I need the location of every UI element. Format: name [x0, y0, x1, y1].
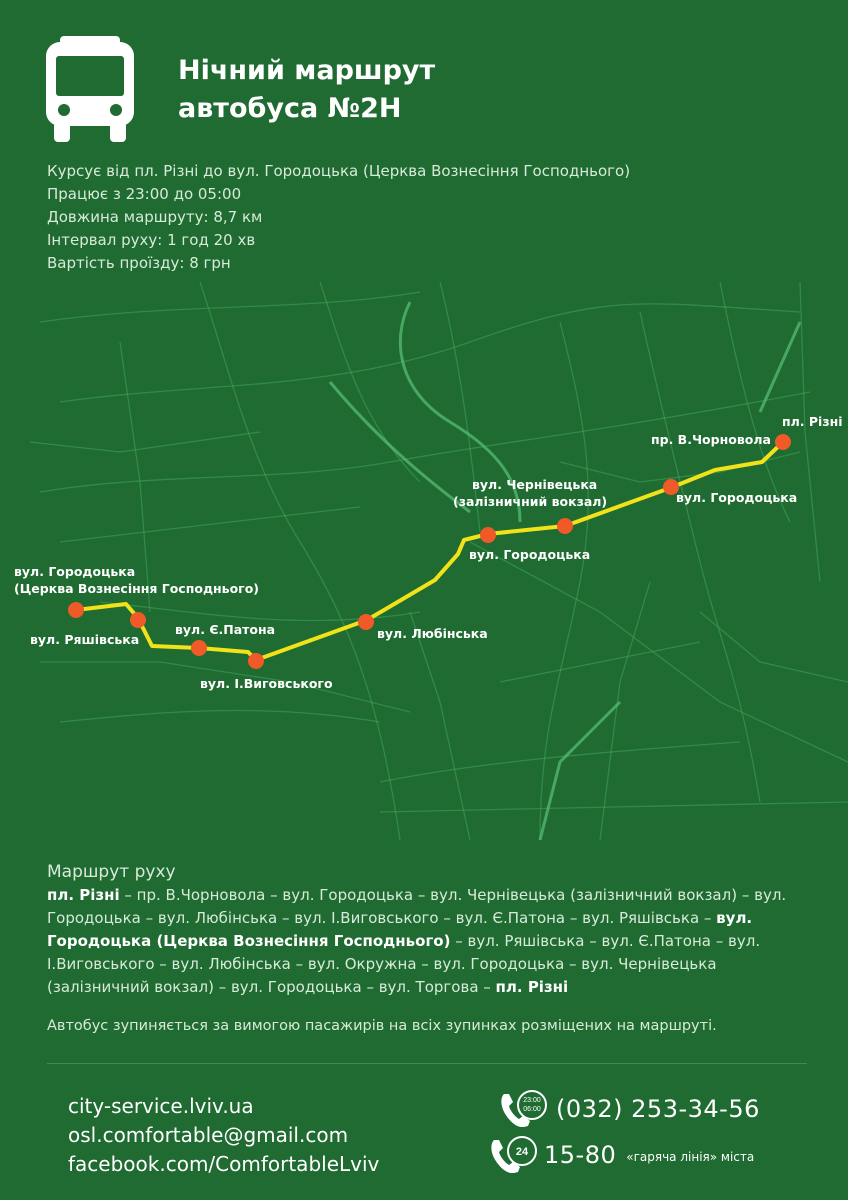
street-map-background: [0, 282, 848, 840]
route-part-2: – вул. Ряшівська – вул. Є.Патона – вул. І.Виговського – вул. Любінська – вул. Окружна – вул. Городоцька – вул. Чернівецька (залізничний вокзал) – вул. Городоцька – вул. Торгова –: [47, 932, 761, 996]
night-phone-row: [498, 1088, 760, 1130]
stop-marker-riashivska: [130, 612, 146, 628]
night-badge-top: 23:00: [523, 1097, 541, 1104]
stop-marker-pl-rizni: [775, 434, 791, 450]
title-line-2: автобуса №2Н: [178, 93, 402, 124]
stop-marker-horodotska-west: [68, 602, 84, 618]
info-fare: Вартість проїзду: 8 грн: [47, 254, 231, 272]
info-hours: Працює з 23:00 до 05:00: [47, 185, 242, 203]
stop-label-chernivetska-2: (залізничний вокзал): [453, 494, 608, 509]
night-phone-number[interactable]: (032) 253-34-56: [556, 1095, 760, 1123]
stop-marker-vyhovskoho: [248, 653, 264, 669]
stop-label-chornovola: пр. В.Чорновола: [651, 432, 771, 447]
night-badge-bottom: 06:00: [523, 1106, 541, 1113]
stop-label-horodotska-east: вул. Городоцька: [676, 490, 798, 505]
page-title: [178, 52, 435, 128]
info-route: Курсує від пл. Різні до вул. Городоцька (Церква Вознесіння Господнього): [47, 162, 631, 180]
info-interval: Інтервал руху: 1 год 20 хв: [47, 231, 256, 249]
hotline-number[interactable]: 15-80: [544, 1141, 617, 1169]
route-heading: Маршрут руху: [47, 862, 176, 882]
title-line-1: Нічний маршрут: [178, 55, 436, 86]
email-link[interactable]: osl.comfortable@gmail.com: [68, 1123, 349, 1147]
bus-icon: [44, 36, 136, 142]
stop-marker-horodotska-mid: [480, 527, 496, 543]
stop-label-chernivetska-1: вул. Чернівецька: [472, 477, 598, 492]
route-end: пл. Різні: [495, 978, 569, 996]
hotline-row: [488, 1134, 754, 1176]
stop-label-riashivska: вул. Ряшівська: [30, 632, 140, 647]
contacts: [68, 1092, 379, 1179]
phone-24-icon: [488, 1134, 538, 1176]
stop-label-vyhovskoho: вул. І.Виговського: [200, 676, 333, 691]
route-map: [0, 282, 848, 840]
route-part-1: – пр. В.Чорновола – вул. Городоцька – вул. Чернівецька (залізничний вокзал) – вул. Городоцька – вул. Любінська – вул. І.Виговського – вул. Є.Патона – вул. Ряшівська –: [47, 886, 787, 927]
stop-notice: Автобус зупиняється за вимогою пасажирів на всіх зупинках розміщених на маршруті.: [47, 1018, 717, 1034]
info-length: Довжина маршруту: 8,7 км: [47, 208, 263, 226]
stop-marker-lubinska: [358, 614, 374, 630]
route-text: [47, 884, 817, 999]
stop-label-lubinska: вул. Любінська: [377, 626, 488, 641]
route-turnaround: вул. Городоцька (Церква Вознесіння Господнього): [47, 909, 753, 950]
stop-label-pl-rizni: пл. Різні: [782, 414, 843, 429]
stop-label-patona: вул. Є.Патона: [175, 622, 276, 637]
hotline-badge: 24: [515, 1146, 529, 1158]
stop-marker-patona: [191, 640, 207, 656]
phone-night-icon: [498, 1088, 548, 1130]
stop-label-horodotska-mid: вул. Городоцька: [469, 547, 591, 562]
route-start: пл. Різні: [47, 886, 120, 904]
website-link[interactable]: city-service.lviv.ua: [68, 1094, 254, 1118]
stop-label-horodotska-west-2: (Церква Вознесіння Господнього): [14, 581, 259, 596]
route-info: [47, 160, 630, 275]
divider: [47, 1063, 807, 1064]
stop-label-horodotska-west-1: вул. Городоцька: [14, 564, 136, 579]
facebook-link[interactable]: facebook.com/ComfortableLviv: [68, 1152, 380, 1176]
stop-marker-chernivetska: [557, 518, 573, 534]
hotline-label: «гаряча лінія» міста: [626, 1150, 755, 1164]
route-description: [47, 862, 817, 999]
